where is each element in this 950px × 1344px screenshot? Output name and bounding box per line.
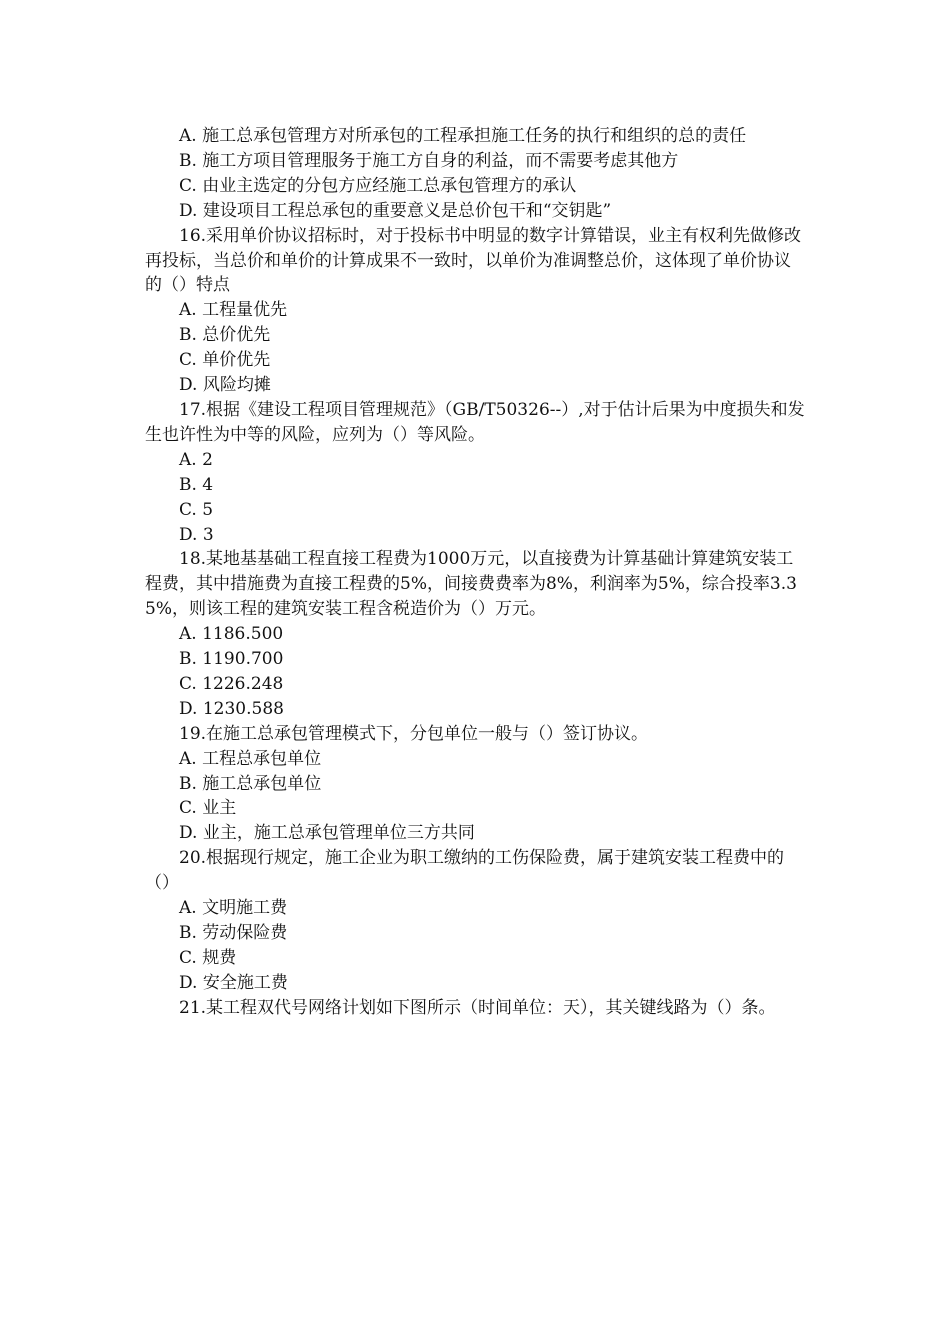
q15-option-d: D. 建设项目工程总承包的重要意义是总价包干和“交钥匙” [179, 200, 612, 221]
q21-stem: 21.某工程双代号网络计划如下图所示（时间单位：天），其关键线路为（）条。 [179, 997, 776, 1018]
q20-stem: 20.根据现行规定，施工企业为职工缴纳的工伤保险费，属于建筑安装工程费中的（） [145, 848, 785, 894]
q16-option-c: C. 单价优先 [179, 350, 271, 371]
q19-option-c: C. 业主 [179, 798, 237, 819]
q18-stem: 18.某地基基础工程直接工程费为1000万元，以直接费为计算基础计算建筑安装工程费，其中措施费为直接工程费的5%，间接费费率为8%，利润率为5%，综合投率3.35%，则该工程的建筑安装工程含税造价为（）万元。 [145, 549, 797, 620]
q16-option-b: B. 总价优先 [179, 325, 271, 346]
q17-option-c: C. 5 [179, 499, 214, 520]
q18-option-d: D. 1230.588 [179, 698, 284, 719]
q20-option-b: B. 劳动保险费 [179, 923, 288, 943]
question-content [145, 124, 805, 1021]
q15-option-c: C. 由业主选定的分包方应经施工总承包管理方的承认 [179, 175, 577, 196]
q19-option-b: B. 施工总承包单位 [179, 773, 322, 794]
q15-option-b: B. 施工方项目管理服务于施工方自身的利益，而不需要考虑其他方 [179, 150, 679, 171]
q17-stem: 17.根据《建设工程项目管理规范》（GB/T50326--）,对于估计后果为中度损失和发生也许性为中等的风险，应列为（）等风险。 [145, 399, 805, 445]
q19-option-d: D. 业主，施工总承包管理单位三方共同 [179, 823, 475, 844]
q20-option-a: A. 文明施工费 [179, 898, 288, 919]
q17-option-d: D. 3 [179, 524, 214, 545]
q17-option-a: A. 2 [179, 449, 213, 470]
q17-option-b: B. 4 [179, 474, 214, 495]
q16-option-a: A. 工程量优先 [179, 300, 288, 321]
q18-option-a: A. 1186.500 [179, 624, 284, 645]
q19-option-a: A. 工程总承包单位 [179, 748, 322, 769]
q16-option-d: D. 风险均摊 [179, 375, 271, 396]
q19-stem: 19.在施工总承包管理模式下，分包单位一般与（）签订协议。 [179, 723, 649, 744]
q18-option-b: B. 1190.700 [179, 649, 284, 670]
q20-option-d: D. 安全施工费 [179, 972, 288, 993]
q20-option-c: C. 规费 [179, 947, 237, 968]
q18-option-c: C. 1226.248 [179, 673, 284, 694]
q15-option-a: A. 施工总承包管理方对所承包的工程承担施工任务的执行和组织的总的责任 [179, 126, 747, 146]
q16-stem: 16.采用单价协议招标时，对于投标书中明显的数字计算错误，业主有权利先做修改再投标，当总价和单价的计算成果不一致时，以单价为准调整总价，这体现了单价协议的（）特点 [145, 225, 802, 296]
